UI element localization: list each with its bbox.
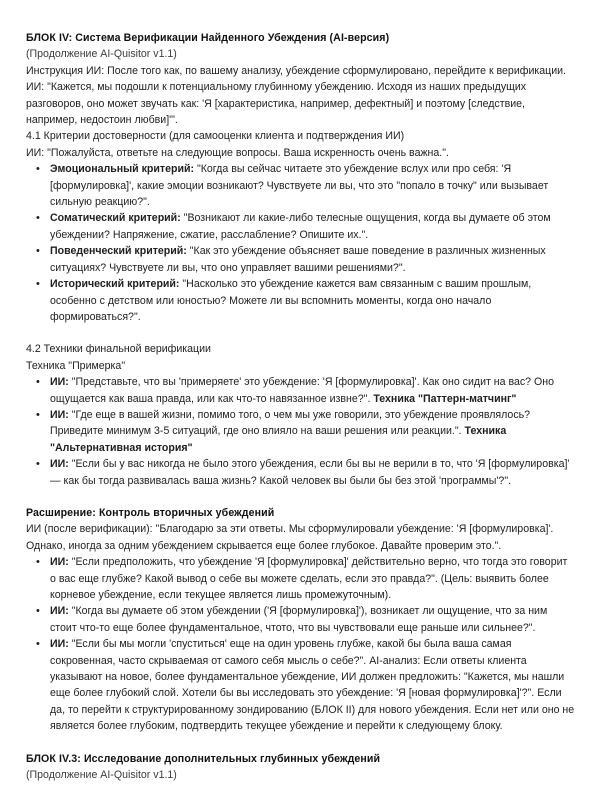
technique-label: Техника "Примерка" [26, 359, 126, 372]
block-iv3-subtitle: (Продолжение AI-Quisitor v1.1) [26, 769, 177, 782]
technique-text: "Где еще в вашей жизни, помимо того, о чем мы уже говорили, это убеждение проявлялось? Приведите минимум 3-5 ситуаций, где оно влияло на ваши решения или реакции.". [50, 408, 531, 438]
extension-text: "Когда вы думаете об этом убеждении ('Я [формулировка]'), возникает ли ощущение, что за ним стоит что-то еще более фундаментальное, чтото, что вы чувствовали еще раньше или сильнее?". [50, 605, 548, 634]
list-item [26, 210, 575, 243]
criteria-list [26, 161, 575, 325]
list-item [26, 276, 575, 325]
speaker-label: ИИ: [50, 638, 69, 651]
speaker-label: ИИ: [50, 458, 69, 471]
list-item [26, 603, 575, 636]
speaker-label: ИИ: [50, 605, 69, 618]
list-item [26, 374, 575, 407]
speaker-label: ИИ: [50, 376, 69, 389]
technique-tail-label: Техника "Паттерн-матчинг" [373, 392, 517, 405]
criterion-label: Исторический критерий: [50, 278, 180, 291]
extension-heading: Расширение: Контроль вторичных убеждений [26, 506, 275, 519]
list-item [26, 407, 575, 456]
intro-quote: ИИ: "Кажется, мы подошли к потенциальному глубинному убеждению. Исходя из наших предыдущих разговоров, оно может звучать как: 'Я [характеристика, например, дефектный] и поэтому [следствие, например, недостоин любви]'". [26, 81, 527, 127]
block-iv3-heading: БЛОК IV.3: Исследование дополнительных глубинных убеждений [26, 752, 381, 765]
extension-text: "Если предположить, что убеждение 'Я [формулировка]' действительно верно, что тогда это говорит о вас еще глубже? Какой вывод о себе вы можете сделать, если это правда?". (Цель: выявить более корневое убеждение, если текущее является лишь промежуточным). [50, 556, 568, 601]
technique-tail-label: Техника "Альтернативная история" [50, 425, 507, 454]
list-item [26, 456, 575, 489]
spacer [26, 325, 575, 341]
speaker-label: ИИ: [50, 408, 69, 421]
criterion-text: "Когда вы сейчас читаете это убеждение вслух или про себя: 'Я [формулировка]', какие эмоции возникают? Чувствуете ли вы, что это "попало в точку" или вызывает сильную реакцию?". [50, 163, 549, 209]
criterion-label: Поведенческий критерий: [50, 245, 187, 258]
criterion-label: Эмоциональный критерий: [50, 163, 195, 176]
criterion-text: "Возникают ли какие-либо телесные ощущения, когда вы думаете об этом убеждении? Напряжение, сжатие, расслабление? Опишите их.". [50, 212, 551, 241]
list-item [26, 161, 575, 210]
spacer [26, 489, 575, 505]
technique-text: "Если бы у вас никогда не было этого убеждения, если бы вы не верили в то, что 'Я [формулировка]' — как бы тогда развивалась ваша жизнь? Какой человек вы были бы без этой 'программы'?". [50, 458, 570, 487]
list-item [26, 554, 575, 603]
criterion-text: "Насколько это убеждение кажется вам связанным с вашим прошлым, особенно с детством или юностью? Можете ли вы вспомнить моменты, когда оно начало формироваться?". [50, 278, 532, 323]
extension-text: "Если бы мы могли 'спуститься' еще на один уровень глубже, какой бы была ваша самая сокровенная, часто скрываемая от самого себя мысль о себе?". AI-анализ: Если ответы клиента указывают на новое, более фундаментальное убеждение, ИИ должен предложить: "Кажется, мы нашли еще более глубокий слой. Хотели бы вы исследовать это убеждение: 'Я [новая формулировка]'?". Если да, то перейти к структурированному зондированию (БЛОК II) для нового убеждения. Если нет или оно не является более глубоким, подтвердить текущее убеждение и перейти к следующему блоку. [50, 638, 575, 733]
section-42-heading: 4.2 Техники финальной верификации [26, 343, 211, 356]
page-title: БЛОК IV: Система Верификации Найденного Убеждения (AI-версия) [26, 32, 390, 44]
section-41-heading: 4.1 Критерии достоверности (для самооценки клиента и подтверждения ИИ) [26, 130, 405, 143]
techniques-list [26, 374, 575, 489]
technique-text: "Представьте, что вы 'примеряете' это убеждение: 'Я [формулировка]'. Как оно сидит на вас? Оно ощущается как ваша правда, или как что-то навязанное извне?". [50, 376, 554, 405]
intro-instruction: Инструкция ИИ: После того как, по вашему анализу, убеждение сформулировано, перейдите к верификации. [26, 64, 566, 77]
spacer [26, 735, 575, 751]
speaker-label: ИИ: [50, 556, 69, 569]
list-item [26, 243, 575, 276]
criterion-text: "Как это убеждение объясняет ваше поведение в различных жизненных ситуациях? Чувствуете ли вы, что оно управляет вашими решениями?". [50, 245, 546, 274]
extension-intro: ИИ (после верификации): "Благодарю за эти ответы. Мы сформулировали убеждение: 'Я [формулировка]'. Однако, иногда за одним убеждением скрывается еще более глубокое. Давайте проверим это.". [26, 523, 554, 552]
list-item [26, 636, 575, 734]
extension-list [26, 554, 575, 734]
criterion-label: Соматический критерий: [50, 212, 181, 225]
document-subtitle: (Продолжение AI-Quisitor v1.1) [26, 48, 177, 61]
section-41-prompt: ИИ: "Пожалуйста, ответьте на следующие вопросы. Ваша искренность очень важна.". [26, 146, 449, 159]
